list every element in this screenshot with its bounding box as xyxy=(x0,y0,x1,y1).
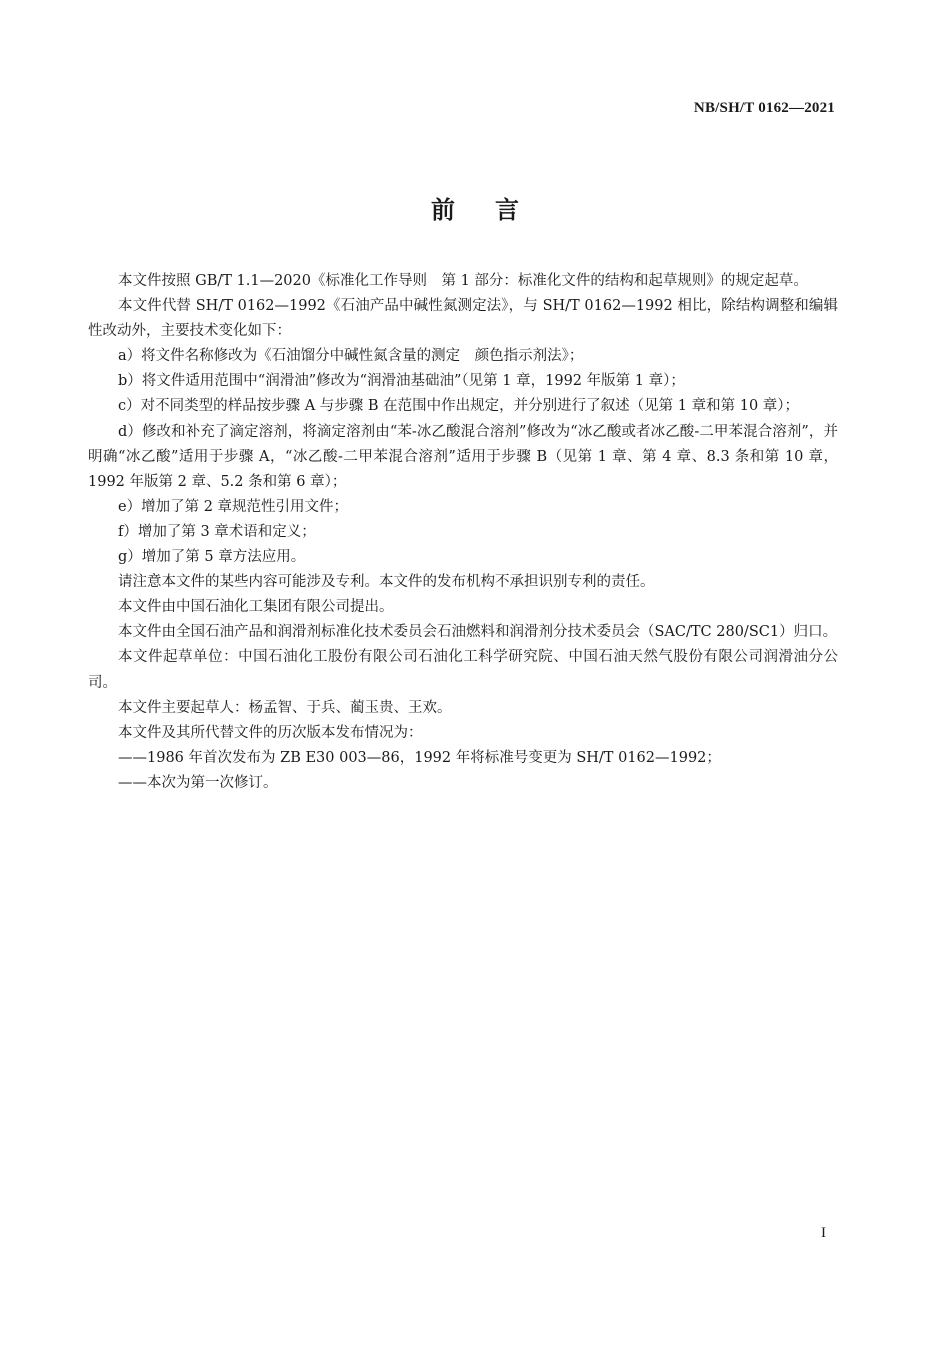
document-code: NB/SH/T 0162—2021 xyxy=(693,100,835,116)
paragraph-history-intro: 本文件及其所代替文件的历次版本发布情况为： xyxy=(118,724,423,741)
history-item-1: ——1986 年首次发布为 ZB E30 003—86，1992 年将标准号变更为 SH/T 0162—1992； xyxy=(118,749,721,766)
paragraph-drafting-units: 本文件起草单位：中国石油化工股份有限公司石油化工科学研究院、中国石油天然气股份有限公司润滑油分公司。 xyxy=(88,649,838,691)
change-item-a: a）将文件名称修改为《石油馏分中碱性氮含量的测定 颜色指示剂法》； xyxy=(118,348,584,365)
change-item-g: g）增加了第 5 章方法应用。 xyxy=(118,549,306,566)
change-item-b: b）将文件适用范围中“润滑油”修改为“润滑油基础油”（见第 1 章，1992 年版第 1 章）； xyxy=(118,373,685,390)
paragraph-proposer: 本文件由中国石油化工集团有限公司提出。 xyxy=(118,599,394,616)
change-item-e: e）增加了第 2 章规范性引用文件； xyxy=(118,498,349,515)
change-item-c: c）对不同类型的样品按步骤 A 与步骤 B 在范围中作出规定，并分别进行了叙述（见第 1 章和第 10 章）； xyxy=(118,398,800,415)
page-number: I xyxy=(821,1225,826,1241)
paragraph-patent-notice: 请注意本文件的某些内容可能涉及专利。本文件的发布机构不承担识别专利的责任。 xyxy=(118,574,655,591)
paragraph-drafters: 本文件主要起草人：杨孟智、于兵、蔺玉贵、王欢。 xyxy=(118,699,452,716)
change-item-f: f）增加了第 3 章术语和定义； xyxy=(118,523,316,540)
change-item-d: d）修改和补充了滴定溶剂，将滴定溶剂由“苯-冰乙酸混合溶剂”修改为“冰乙酸或者冰乙酸-二甲苯混合溶剂”，并明确“冰乙酸”适用于步骤 A，“冰乙酸-二甲苯混合溶剂”适用于步骤 B（见第 1 章、第 4 章、8.3 条和第 10 章，1992 年版第 2 章、5.2 条和第 6 章）； xyxy=(88,423,838,490)
page-title: 前言 xyxy=(431,196,559,224)
paragraph-administrator: 本文件由全国石油产品和润滑剂标准化技术委员会石油燃料和润滑剂分技术委员会（SAC/TC 280/SC1）归口。 xyxy=(118,624,838,641)
preface-body xyxy=(88,269,838,796)
history-item-2: ——本次为第一次修订。 xyxy=(118,774,278,791)
paragraph-drafting-basis: 本文件按照 GB/T 1.1—2020《标准化工作导则 第 1 部分：标准化文件的结构和起草规则》的规定起草。 xyxy=(118,273,808,289)
paragraph-replacement: 本文件代替 SH/T 0162—1992《石油产品中碱性氮测定法》，与 SH/T 0162—1992 相比，除结构调整和编辑性改动外，主要技术变化如下： xyxy=(88,298,838,340)
